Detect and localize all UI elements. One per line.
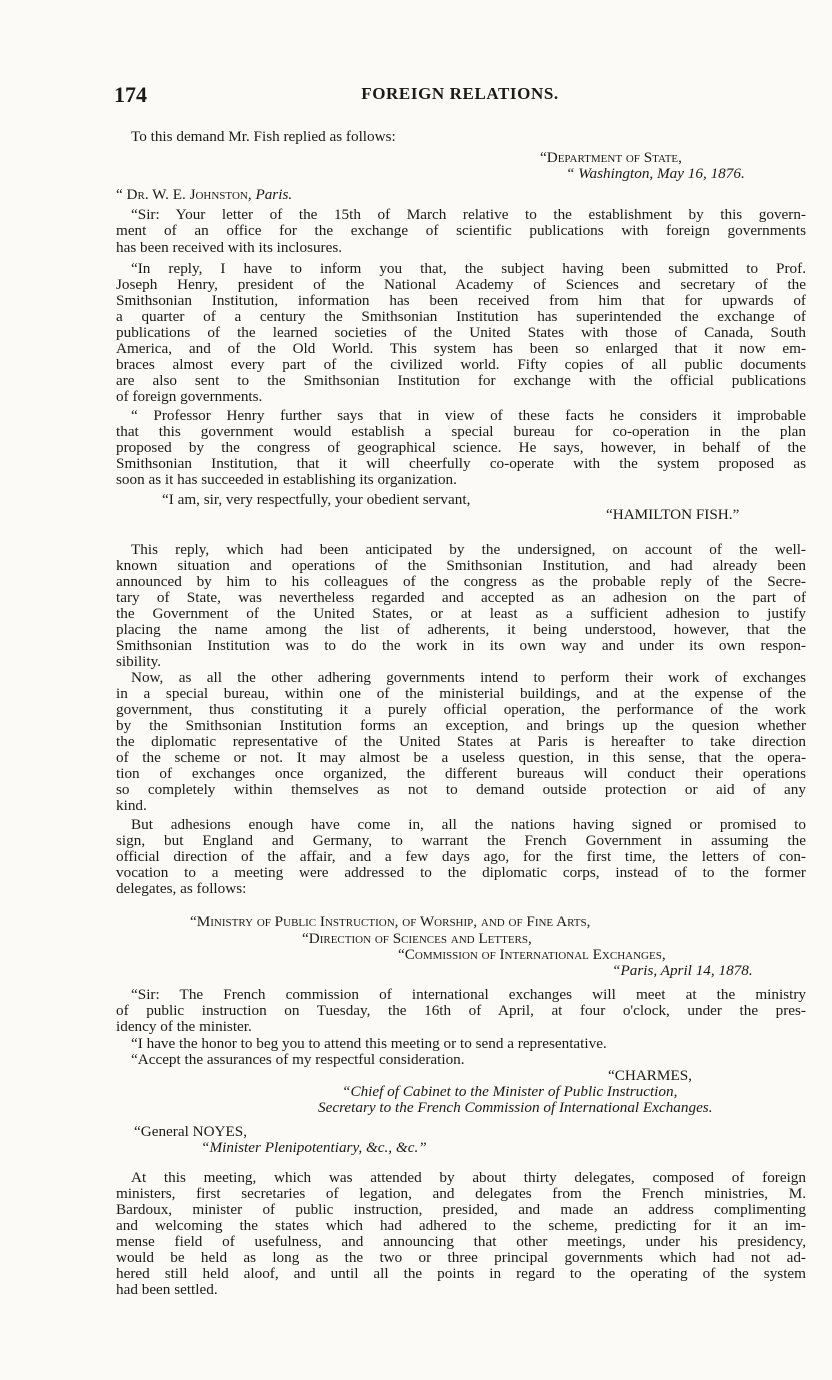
letter2-signature: “CHARMES, bbox=[608, 1067, 692, 1084]
letter2-signature-title-1: “Chief of Cabinet to the Minister of Public Instruction, bbox=[342, 1083, 678, 1100]
body2-line: the diplomatic representative of the United States at Paris is hereafter to take direction bbox=[116, 733, 806, 750]
letter2-p2: “I have the honor to beg you to attend this meeting or to send a representative. bbox=[131, 1035, 607, 1052]
letter1-p2-line: of foreign governments. bbox=[116, 388, 263, 405]
intro-line: To this demand Mr. Fish replied as follows: bbox=[131, 128, 396, 145]
body4-line: and welcoming the states which had adhered to the scheme, predicting for it an im- bbox=[116, 1217, 806, 1234]
body1-line: tary of State, was nevertheless regarded and accepted as an adhesion on the part of bbox=[116, 589, 806, 606]
body4-line: At this meeting, which was attended by about thirty delegates, composed of foreign bbox=[131, 1169, 806, 1186]
letter1-p2-line: America, and of the Old World. This system has been so enlarged that it now em- bbox=[116, 340, 806, 357]
letter2-heading-1: “Ministry of Public Instruction, of Worship, and of Fine Arts, bbox=[190, 913, 591, 930]
letter1-date: “ Washington, May 16, 1876. bbox=[566, 165, 745, 182]
letter2-heading-3: “Commission of International Exchanges, bbox=[398, 946, 666, 963]
letter1-p2-line: Joseph Henry, president of the National Academy of Sciences and secretary of the bbox=[116, 276, 806, 293]
letter1-closing: “I am, sir, very respectfully, your obedient servant, bbox=[162, 491, 471, 508]
body4-line: ministers, first secretaries of legation, and delegates from the French ministries, M. bbox=[116, 1185, 806, 1202]
body2-line: kind. bbox=[116, 797, 147, 814]
letter1-p1-line: has been received with its inclosures. bbox=[116, 239, 343, 256]
letter1-p3-line: soon as it has succeeded in establishing its organization. bbox=[116, 471, 457, 488]
letter2-heading-2: “Direction of Sciences and Letters, bbox=[302, 930, 532, 947]
body2-line: Now, as all the other adhering governments intend to perform their work of exchanges bbox=[131, 669, 806, 686]
body2-line: tion of exchanges once organized, the different bureaus will conduct their operations bbox=[116, 765, 806, 782]
body2-line: in a special bureau, within one of the ministerial buildings, and at the expense of the bbox=[116, 685, 806, 702]
letter2-addressee-1: “General NOYES, bbox=[134, 1123, 248, 1140]
letter2-addressee-2: “Minister Plenipotentiary, &c., &c.” bbox=[201, 1139, 427, 1156]
body4-line: hered still held aloof, and until all the points in regard to the operating of the system bbox=[116, 1265, 806, 1282]
letter1-p1-line: ment of an office for the exchange of scientific publications with foreign governments bbox=[116, 222, 806, 239]
body4-line: Bardoux, minister of public instruction, presided, and made an address complimenting bbox=[116, 1201, 806, 1218]
body3-line: sign, but England and Germany, to warrant the French Government in assuming the bbox=[116, 832, 806, 849]
body1-line: placing the name among the list of adherents, it being understood, however, that the bbox=[116, 621, 806, 638]
letter2-p1-line: “Sir: The French commission of international exchanges will meet at the ministry bbox=[131, 986, 806, 1003]
page-number: 174 bbox=[114, 82, 147, 107]
letter1-p2-line: Smithsonian Institution, information has been received from him that for upwards of bbox=[116, 292, 806, 309]
body4-line: mense field of usefulness, and announcing that other meetings, under his presidency, bbox=[116, 1233, 806, 1250]
body2-line: by the Smithsonian Institution forms an exception, and brings up the quesion whether bbox=[116, 717, 806, 734]
letter2-p1-line: idency of the minister. bbox=[116, 1018, 252, 1035]
letter1-p3-line: that this government would establish a special bureau for co-operation in the plan bbox=[116, 423, 806, 440]
letter1-p2-line: are also sent to the Smithsonian Institution for exchange with the official publications bbox=[116, 372, 806, 389]
body3-line: delegates, as follows: bbox=[116, 880, 247, 897]
addressee-place: Paris. bbox=[255, 186, 293, 203]
body1-line: the Government of the United States, or at least as a sufficient adhesion to justify bbox=[116, 605, 806, 622]
letter1-p2-line: braces almost every part of the civilized world. Fifty copies of all public documents bbox=[116, 356, 806, 373]
body1-line: This reply, which had been anticipated by the undersigned, on account of the well- bbox=[131, 541, 806, 558]
letter1-p1-line: “Sir: Your letter of the 15th of March relative to the establishment by this govern- bbox=[131, 206, 806, 223]
body1-line: sibility. bbox=[116, 653, 162, 670]
letter1-p2-line: “In reply, I have to inform you that, the subject having been submitted to Prof. bbox=[131, 260, 806, 277]
letter1-p3-line: “ Professor Henry further says that in view of these facts he considers it improbable bbox=[131, 407, 806, 424]
page-header bbox=[114, 82, 766, 106]
page-title: FOREIGN RELATIONS. bbox=[361, 84, 559, 103]
letter1-p3-line: proposed by the congress of geographical science. He says, however, in behalf of the bbox=[116, 439, 806, 456]
letter2-p3: “Accept the assurances of my respectful consideration. bbox=[131, 1051, 465, 1068]
letter1-p2-line: publications of the learned societies of the United States with those of Canada, South bbox=[116, 324, 806, 341]
letter2-signature-title-2: Secretary to the French Commission of International Exchanges. bbox=[318, 1099, 713, 1116]
body1-line: Smithsonian Institution was to do the work in its own way and under its own respon- bbox=[116, 637, 806, 654]
body4-line: would be held as long as the two or three principal governments which had not ad- bbox=[116, 1249, 806, 1266]
body1-line: announced by him to his colleagues of the congress as the probable reply of the Secre- bbox=[116, 573, 806, 590]
body1-line: known situation and operations of the Smithsonian Institution, and had already been bbox=[116, 557, 806, 574]
body2-line: of the scheme or not. It may almost be a useless question, in this sense, that the opera- bbox=[116, 749, 806, 766]
letter1-p2-line: a quarter of a century the Smithsonian Institution has superintended the exchange of bbox=[116, 308, 806, 325]
letter2-date: “Paris, April 14, 1878. bbox=[612, 962, 753, 979]
letter1-p3-line: Smithsonian Institution, that it will cheerfully co-operate with the system proposed as bbox=[116, 455, 806, 472]
body2-line: so completely within themselves as not to demand outside protection or aid of any bbox=[116, 781, 806, 798]
body2-line: government, thus constituting it a purely official operation, the performance of the work bbox=[116, 701, 806, 718]
body3-line: official direction of the affair, and a few days ago, for the first time, the letters of con- bbox=[116, 848, 806, 865]
body3-line: But adhesions enough have come in, all the nations having signed or promised to bbox=[131, 816, 806, 833]
letter2-p1-line: of public instruction on Tuesday, the 16th of April, at four o'clock, under the pres- bbox=[116, 1002, 806, 1019]
letter1-addressee bbox=[116, 187, 806, 203]
addressee-name: “ Dr. W. E. Johnston, bbox=[116, 186, 252, 203]
body4-line: had been settled. bbox=[116, 1281, 218, 1298]
body3-line: vocation to a meeting were addressed to the diplomatic corps, instead of to the former bbox=[116, 864, 806, 881]
letter1-dept: “Department of State, bbox=[540, 149, 682, 166]
letter1-signature: “HAMILTON FISH.” bbox=[606, 506, 740, 523]
